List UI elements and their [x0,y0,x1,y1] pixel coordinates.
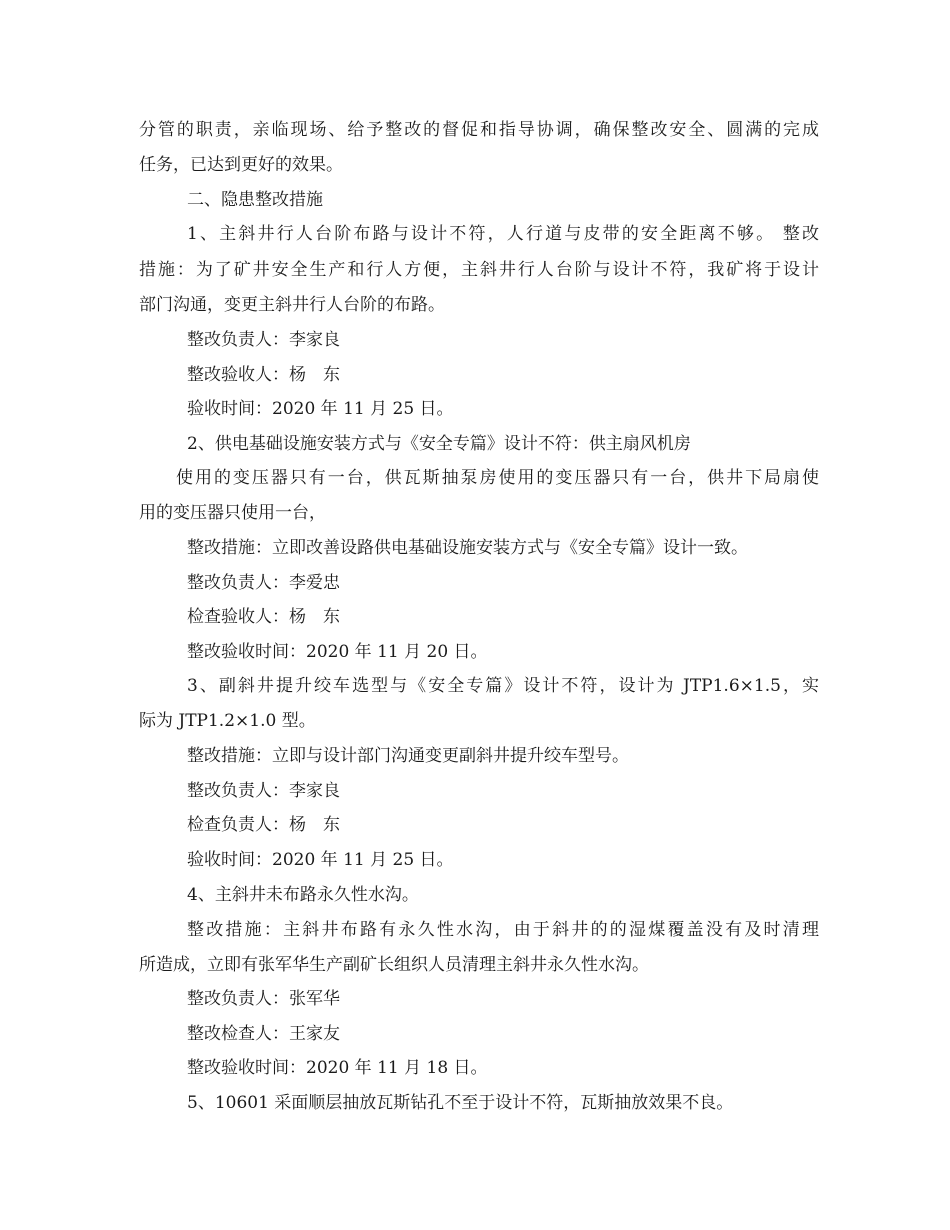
text-line: 1、主斜井行人台阶布路与设计不符，人行道与皮带的安全距离不够。 整改 [187,224,819,244]
text-line: 整改负责人：李家良 [187,781,340,801]
text-line: 检查负责人：杨 东 [187,815,340,835]
text-line: 整改负责人：李爱忠 [187,573,340,593]
text-line: 整改负责人：张军华 [187,989,340,1009]
text-line: 部门沟通，变更主斜井行人台阶的布路。 [139,295,445,315]
text-line: 整改措施：立即改善设路供电基础设施安装方式与《安全专篇》设计一致。 [187,538,748,558]
text-line: 际为 JTP1.2×1.0 型。 [139,711,316,731]
text-line: 4、主斜井未布路永久性水沟。 [187,885,419,905]
section-heading: 二、隐患整改措施 [187,190,323,210]
text-line: 检查验收人：杨 东 [187,607,340,627]
text-line: 整改措施：立即与设计部门沟通变更副斜井提升绞车型号。 [187,746,629,766]
text-line: 整改验收时间：2020 年 11 月 20 日。 [187,642,488,662]
text-line: 3、副斜井提升绞车选型与《安全专篇》设计不符，设计为 JTP1.6×1.5，实 [187,676,819,696]
text-line: 2、供电基础设施安装方式与《安全专篇》设计不符：供主扇风机房 [187,434,691,454]
text-line: 验收时间：2020 年 11 月 25 日。 [187,399,454,419]
text-line: 分管的职责，亲临现场、给予整改的督促和指导协调，确保整改安全、圆满的完成 [139,120,819,140]
text-line: 5、10601 采面顺层抽放瓦斯钻孔不至于设计不符，瓦斯抽放效果不良。 [187,1093,734,1113]
text-line: 用的变压器只使用一台， [139,503,326,523]
text-line: 所造成，立即有张军华生产副矿长组织人员清理主斜井永久性水沟。 [139,955,649,975]
text-line: 整改检查人：王家友 [187,1024,340,1044]
text-line: 整改验收人：杨 东 [187,365,340,385]
text-line: 任务，已达到更好的效果。 [139,155,343,175]
text-line: 整改负责人：李家良 [187,330,340,350]
text-line: 验收时间：2020 年 11 月 25 日。 [187,850,454,870]
text-line: 整改措施：主斜井布路有永久性水沟，由于斜井的的湿煤覆盖没有及时清理 [187,920,819,940]
text-line: 整改验收时间：2020 年 11 月 18 日。 [187,1058,488,1078]
text-line: 使用的变压器只有一台，供瓦斯抽泵房使用的变压器只有一台，供井下局扇使 [176,468,819,488]
text-line: 措施：为了矿井安全生产和行人方便，主斜井行人台阶与设计不符，我矿将于设计 [139,260,819,280]
